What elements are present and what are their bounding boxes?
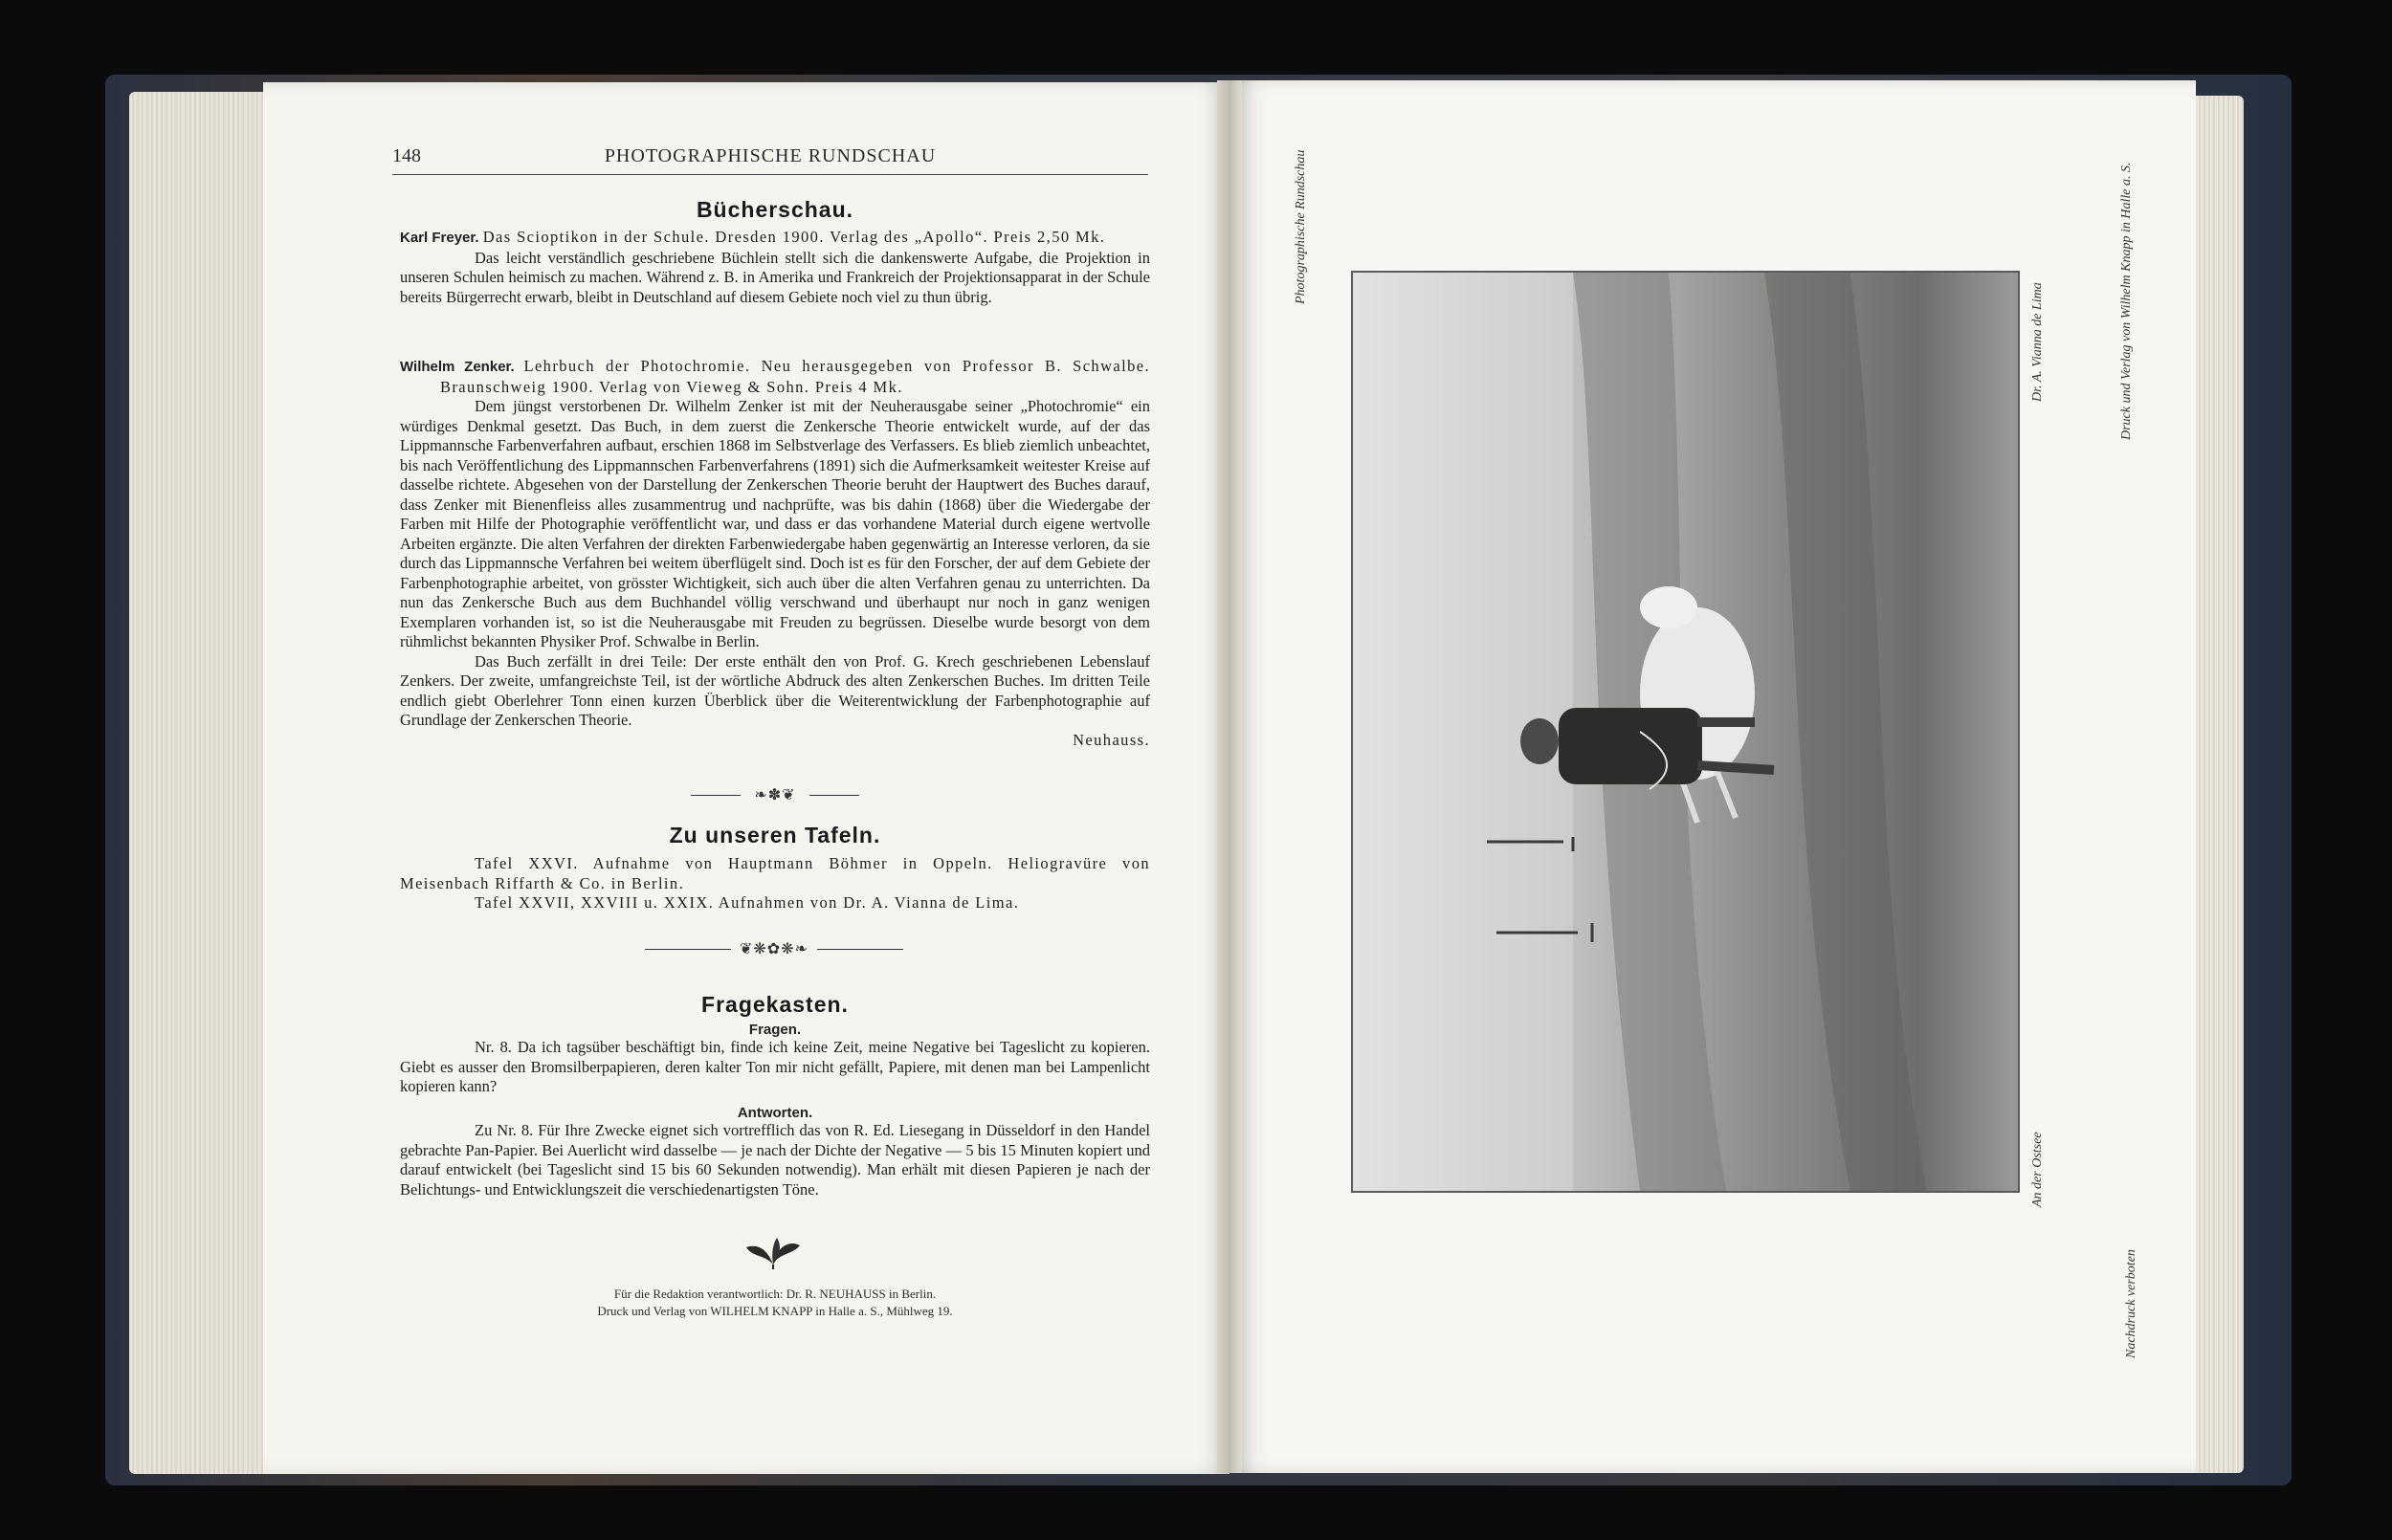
frage-paragraph: Nr. 8. Da ich tagsüber beschäftigt bin, finde ich keine Zeit, meine Negative bei Tageslicht zu kopieren. Giebt es ausser den Bromsilberpapieren, deren kalter Ton mir nicht gefällt, Papiere, mit denen man bei Lampenlicht kopieren kann? — [400, 1038, 1150, 1095]
fragen-label: Fragen. — [748, 1022, 802, 1038]
section-heading-tafeln: Zu unseren Tafeln. — [669, 823, 881, 847]
page-edges-left — [129, 92, 273, 1474]
review-body: Das leicht verständlich geschriebene Büchlein stellt sich die dankenswerte Aufgabe, die Projektion in unseren Schulen heimisch zu machen. Während z. B. in Amerika und Frankreich der Projektionsapparat in der Schule bereits Bürgerrecht erwarb, bleibt in Deutschland auf diesem Gebiete noch viel zu thun übrig. — [400, 248, 1150, 306]
plate-photographer: Dr. A. Vianna de Lima — [2030, 282, 2045, 402]
review-citation: Das Scioptikon in der Schule. Dresden 1900. Verlag des „Apollo“. Preis 2,50 Mk. — [482, 228, 1106, 246]
plate-notice: Nachdruck verboten — [2124, 1249, 2138, 1358]
review-body: Dem jüngst verstorbenen Dr. Wilhelm Zenker ist mit der Neuherausgabe seiner „Photochromie“ ein würdiges Denkmal gesetzt. Das Buch, in dem zuerst die Zenkersche Theorie entwickelt wurde, auf der das Lippmannsche Farbenverfahren aufbaut, erschien 1868 im Selbstverlage des Verfassers. Es blieb ziemlich unbeachtet, bis nach Veröffentlichung des Lippmannschen Farbenverfahrens (1891) sich die Aufmerksamkeit weitester Kreise auf dasselbe richtete. Abgesehen von der Darstellung der Zenkerschen Theorie beruht der Hauptwert des Buches darauf, dass Zenker mit Bienenfleiss alles zusammentrug und nachprüfte, was bis dahin (1868) über die Wiedergabe der Farben mit Hilfe der Photographie veröffentlicht war, und dass er das vorhandene Material durch eigene wertvolle Arbeiten ergänzte. Die alten Verfahren der direkten Farbenwiedergabe haben gegenwärtig an Interesse verloren, da sie durch das Lippmannsche Verfahren bei weitem überflügelt sind. Doch ist es für den Forscher, der auf dem Gebiete der Farbenphotographie arbeitet, von grösster Wichtigkeit, sich auch über die alten Verfahren genau zu unterrichten. Da nun das Zenkersche Buch aus dem Buchhandel völlig verschwand und überhaupt nur noch in ganz wenigen Exemplaren vorhanden ist, so ist die Neuherausgabe mit Freuden zu begrüssen. Dieselbe wurde besorgt von dem rühmlichst bekannten Physiker Prof. Schwalbe in Berlin. — [400, 397, 1150, 650]
colophon-line: Druck und Verlag von WILHELM KNAPP in Halle a. S., Mühlweg 19. — [597, 1304, 953, 1318]
antwort-text — [400, 1121, 1150, 1199]
review-freyer — [400, 228, 1150, 307]
section-heading-buecherschau: Bücherschau. — [696, 197, 854, 222]
tafeln-text — [400, 854, 1150, 913]
ornament-divider: ❦❋✿❋❧ — [645, 943, 903, 957]
colophon — [400, 1286, 1150, 1320]
review-author: Karl Freyer. — [400, 230, 479, 246]
plate-photograph — [1351, 271, 2020, 1193]
antworten-label: Antworten. — [737, 1105, 813, 1121]
review-author: Wilhelm Zenker. — [400, 359, 515, 375]
running-head — [392, 145, 1148, 178]
colophon-line: Für die Redaktion verantwortlich: Dr. R. NEUHAUSS in Berlin. — [613, 1287, 937, 1301]
section-heading-fragekasten: Fragekasten. — [701, 992, 849, 1017]
journal-title: PHOTOGRAPHISCHE RUNDSCHAU — [604, 145, 937, 166]
plate-publisher: Druck und Verlag von Wilhelm Knapp in Halle a. S. — [2119, 162, 2134, 440]
plate-caption: An der Ostsee — [2030, 1132, 2045, 1207]
tafeln-line: Tafel XXVI. Aufnahme von Hauptmann Böhmer in Oppeln. Heliogravüre von Meisenbach Riffarth & Co. in Berlin. — [400, 854, 1150, 892]
review-citation: Lehrbuch der Photochromie. Neu herausgegeben von Professor B. Schwalbe. Braunschweig 1900. Verlag von Vieweg & Sohn. Preis 4 Mk. — [440, 357, 1150, 396]
antwort-paragraph: Zu Nr. 8. Für Ihre Zwecke eignet sich vortrefflich das von R. Ed. Liesegang in Düsseldorf in den Handel gebrachte Pan-Papier. Bei Auerlicht wird dasselbe — je nach der Dichte der Negative — 5 bis 15 Minuten kopiert und darauf entwickelt (bei Tageslicht sind 15 bis 60 Sekunden notwendig). Man erhält mit diesen Papieren je nach der Belichtungs- und Entwicklungszeit die verschiedenartigsten Töne. — [400, 1121, 1150, 1199]
book-gutter — [1217, 80, 1242, 1473]
page-number: 148 — [392, 145, 421, 166]
frage-text — [400, 1038, 1150, 1097]
review-signature: Neuhauss. — [1073, 730, 1150, 749]
header-rule — [392, 174, 1148, 175]
review-zenker — [400, 357, 1150, 750]
leaf-ornament-icon — [744, 1236, 802, 1270]
plate-journal-title: Photographische Rundschau — [1294, 149, 1308, 304]
tafeln-line: Tafel XXVII, XXVIII u. XXIX. Aufnahmen von Dr. A. Vianna de Lima. — [475, 893, 1020, 912]
review-body: Das Buch zerfällt in drei Teile: Der erste enthält den von Prof. G. Krech geschriebenen Lebenslauf Zenkers. Der zweite, umfangreichste Teil, ist der wörtliche Abdruck des alten Zenkerschen Buches. Im dritten Teile endlich giebt Oberlehrer Tonn einen kurzen Überblick über die Weiterentwicklung der Farbenphotographie auf Grundlage der Zenkerschen Theorie. — [400, 651, 1150, 729]
ornament-divider: ❧✽❦ — [691, 789, 859, 803]
